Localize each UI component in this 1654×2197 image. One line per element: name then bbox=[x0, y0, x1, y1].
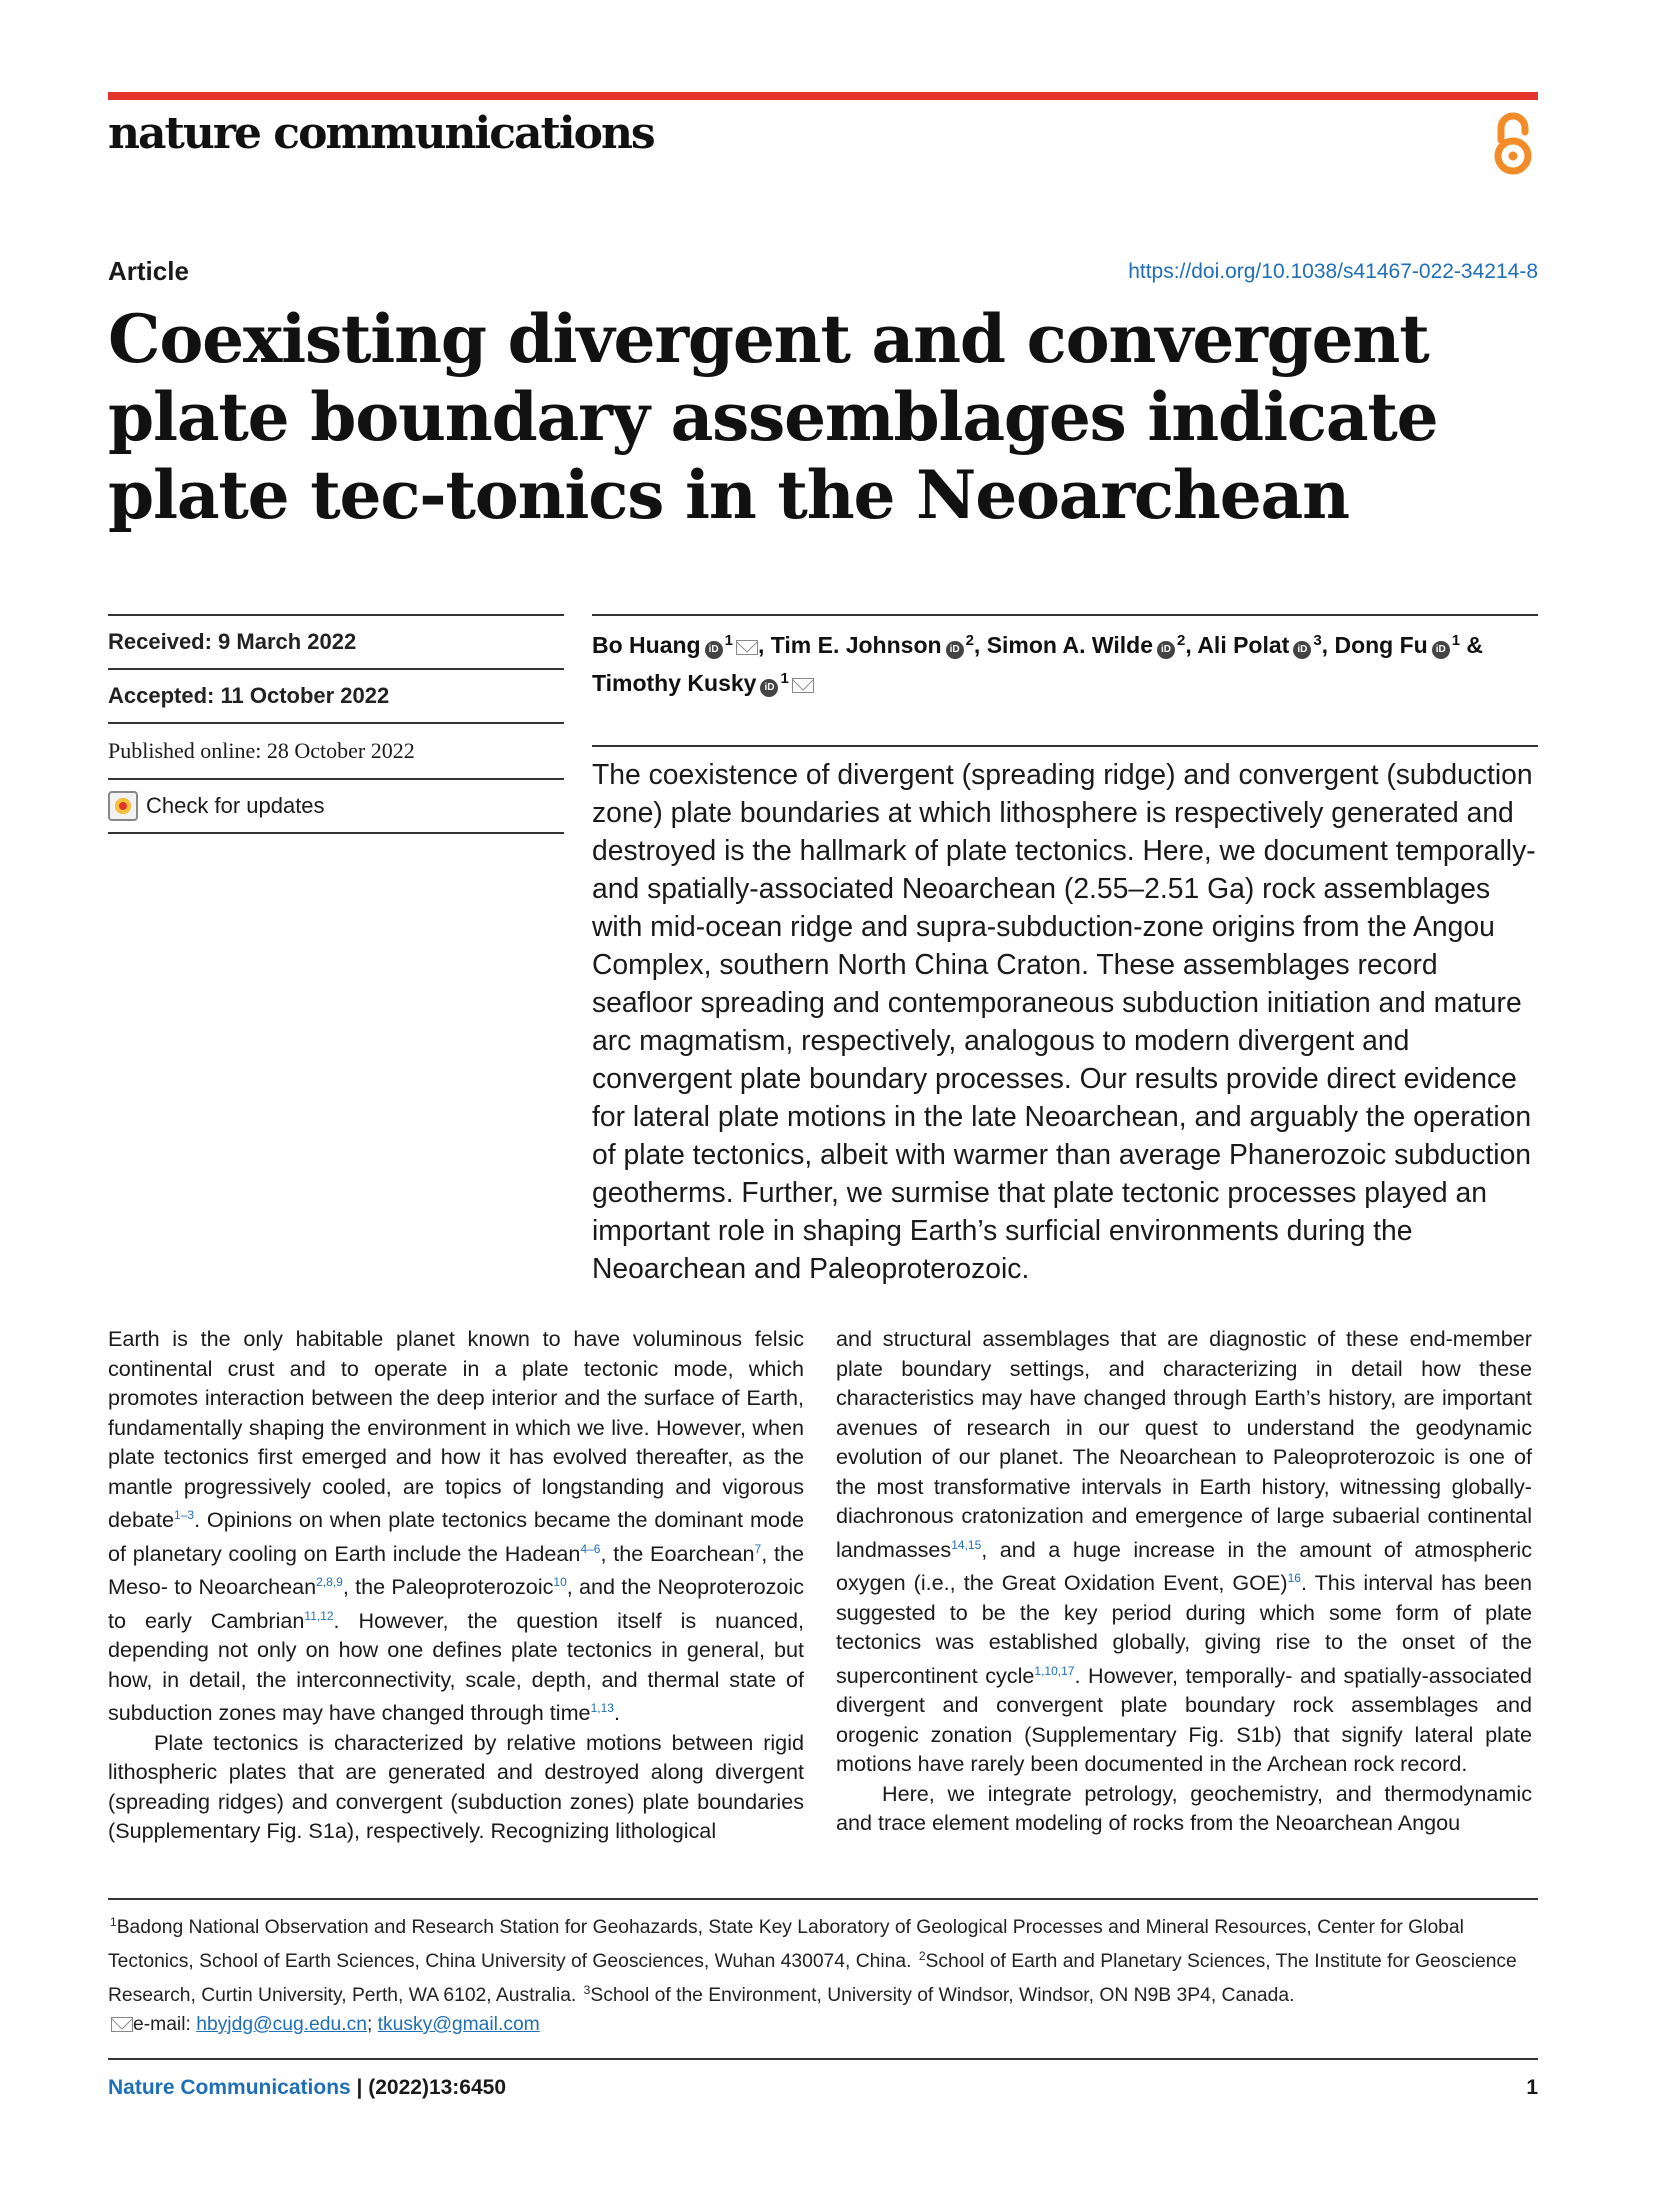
email-link-huang[interactable]: hbyjdg@cug.edu.cn bbox=[196, 2014, 367, 2035]
affiliation-2: School of Earth and Planetary Sciences, The Institute for Geoscience Research, Curtin University, Perth, WA 6102, Australia. bbox=[108, 1951, 1517, 2006]
affiliations-divider bbox=[108, 1898, 1538, 1900]
author-name[interactable]: Ali Polat bbox=[1197, 632, 1290, 658]
author-affiliation-number: 2 bbox=[965, 632, 974, 649]
author-name[interactable]: Tim E. Johnson bbox=[770, 632, 942, 658]
citation-reference[interactable]: 4–6 bbox=[580, 1541, 601, 1556]
author-name[interactable]: Timothy Kusky bbox=[592, 670, 757, 696]
accepted-date: Accepted: 11 October 2022 bbox=[108, 668, 564, 722]
footer-journal-name: Nature Communications bbox=[108, 2076, 351, 2099]
doi-link[interactable]: https://doi.org/10.1038/s41467-022-34214-8 bbox=[1128, 260, 1538, 283]
affiliation-number: 3 bbox=[583, 1983, 591, 1997]
author-separator: , bbox=[1185, 632, 1198, 658]
page-number: 1 bbox=[1526, 2076, 1538, 2099]
journal-name: nature communications bbox=[108, 108, 654, 159]
author-separator: , bbox=[1321, 632, 1335, 658]
published-date: Published online: 28 October 2022 bbox=[108, 722, 564, 778]
body-column-left bbox=[108, 1324, 804, 1846]
affiliation-3: School of the Environment, University of Windsor, Windsor, ON N9B 3P4, Canada. bbox=[590, 1985, 1295, 2006]
orcid-icon[interactable]: iD bbox=[1293, 641, 1311, 659]
check-updates-button[interactable] bbox=[108, 778, 564, 834]
author-name[interactable]: Dong Fu bbox=[1334, 632, 1428, 658]
body-paragraph: and structural assemblages that are diagnostic of these end-member plate boundary settings, and characterizing in detail how these characteristics may have changed through Earth’s history, are important avenues of research in our quest to understand the geodynamic evolution of our planet. The Neoarchean to Paleoproterozoic is one of the most transformative intervals in Earth history, witnessing globally-diachronous cratonization and emergence of large subaerial continental landmasses$^{14,15}$, and a huge increase in the amount of atmospheric oxygen (i.e., the Great Oxidation Event, GOE)$^{16}$. This interval has been suggested to be the key period during which some form of plate tectonics was established globally, giving rise to the onset of the supercontinent cycle$^{1,10,17}$. However, temporally- and spatially-associated divergent and convergent plate boundary rock assemblages and orogenic zonation (Supplementary Fig. S1b) that signify lateral plate motions have rarely been documented in the Archean rock record. bbox=[836, 1326, 1532, 1776]
citation-reference[interactable]: 1,13 bbox=[590, 1701, 614, 1715]
orcid-icon[interactable]: iD bbox=[946, 641, 964, 659]
footer-volume: | (2022)13:6450 bbox=[350, 2076, 507, 2099]
authors-divider bbox=[592, 614, 1538, 616]
author-affiliation-number: 3 bbox=[1313, 632, 1322, 649]
author-list bbox=[592, 624, 1542, 700]
body-paragraph: Earth is the only habitable planet known to have voluminous felsic continental crust and to operate in a plate tectonic mode, which promotes interaction between the deep interior and the surface of Earth, fundamentally shaping the environment in which we live. However, when plate tectonics first emerged and how it has evolved thereafter, as the mantle progressively cooled, are topics of longstanding and vigorous debate$^{1-3}$. Opinions on when plate tectonics became the dominant mode of planetary cooling on Earth include the Hadean$^{4-6}$, the Eoarchean$^7$, the Meso- to Neoarchean$^{2,8,9}$, the Paleoproterozoic$^{10}$, and the Neoproterozoic to early Cambrian$^{11,12}$. However, the question itself is nuanced, depending not only on how one defines plate tectonics in general, but how, in detail, the interconnectivity, scale, depth, and thermal state of subduction zones may have changed through time$^{1,13}$. bbox=[108, 1326, 805, 1725]
abstract-divider bbox=[592, 745, 1538, 747]
email-label: e-mail: bbox=[133, 2014, 197, 2035]
email-separator: ; bbox=[366, 2014, 378, 2035]
orcid-icon[interactable]: iD bbox=[1432, 641, 1450, 659]
author-affiliation-number: 2 bbox=[1177, 632, 1186, 649]
abstract: The coexistence of divergent (spreading ridge) and convergent (subduction zone) plate boundaries at which lithosphere is respectively generated and destroyed is the hallmark of plate tectonics. Here, we document temporally- and spatially-associated Neoarchean (2.55–2.51 Ga) rock assemblages with mid-ocean ridge and supra-subduction-zone origins from the Angou Complex, southern North China Craton. These assemblages record seafloor spreading and contemporaneous subduction initiation and mature arc magmatism, respectively, analogous to modern divergent and convergent plate boundary processes. Our results provide direct evidence for lateral plate motions in the late Neoarchean, and arguably the operation of plate tectonics, albeit with warmer than average Phanerozoic subduction geotherms. Further, we surmise that plate tectonic processes played an important role in shaping Earth’s surficial environments during the Neoarchean and Paleoproterozoic. bbox=[592, 758, 1536, 1284]
author-separator: , bbox=[973, 632, 987, 658]
corresponding-email-icon[interactable] bbox=[736, 640, 758, 655]
body-column-right bbox=[836, 1324, 1532, 1838]
orcid-icon[interactable]: iD bbox=[760, 679, 778, 697]
citation-reference[interactable]: 10 bbox=[553, 1575, 567, 1589]
article-type-label: Article bbox=[108, 256, 189, 286]
check-updates-icon bbox=[108, 791, 138, 821]
citation-reference[interactable]: 11,12 bbox=[304, 1608, 334, 1623]
citation-reference[interactable]: 7 bbox=[754, 1541, 762, 1556]
received-date: Received: 9 March 2022 bbox=[108, 614, 564, 668]
citation-reference[interactable]: 14,15 bbox=[951, 1537, 982, 1552]
check-updates-label: Check for updates bbox=[146, 793, 325, 818]
affiliations bbox=[108, 1908, 1538, 2039]
orcid-icon[interactable]: iD bbox=[705, 641, 723, 659]
footer-divider bbox=[108, 2058, 1538, 2060]
article-title: Coexisting divergent and convergent plate boundary assemblages indicate plate tec-tonics in the Neoarchean bbox=[108, 300, 1438, 534]
author-affiliation-number: 1 bbox=[780, 670, 789, 687]
citation-reference[interactable]: 16 bbox=[1287, 1571, 1301, 1585]
body-paragraph: Plate tectonics is characterized by relative motions between rigid lithospheric plates that are generated and destroyed along divergent (spreading ridges) and convergent (subduction zones) plate boundaries (Supplementary Fig. S1a), respectively. Recognizing lithological bbox=[108, 1729, 804, 1843]
body-paragraph: Here, we integrate petrology, geochemistry, and thermodynamic and trace element modeling of rocks from the Neoarchean Angou bbox=[836, 1780, 1532, 1835]
citation-reference[interactable]: 1–3 bbox=[174, 1508, 195, 1522]
orcid-icon[interactable]: iD bbox=[1157, 641, 1175, 659]
author-separator: , bbox=[757, 632, 771, 658]
email-link-kusky[interactable]: tkusky@gmail.com bbox=[377, 2014, 540, 2035]
header-red-bar bbox=[108, 92, 1538, 100]
affiliation-number: 2 bbox=[918, 1949, 926, 1963]
author-name[interactable]: Simon A. Wilde bbox=[986, 632, 1154, 658]
author-affiliation-number: 1 bbox=[1451, 632, 1461, 649]
affiliation-1: Badong National Observation and Research Station for Geohazards, State Key Laboratory of Geological Processes and Mineral Resources, Center for Global Tectonics, School of Earth Sciences, China University of Geosciences, Wuhan 430074, China. bbox=[108, 1917, 1464, 1972]
author-separator: & bbox=[1460, 632, 1484, 658]
affiliation-number: 1 bbox=[110, 1915, 117, 1929]
footer-citation bbox=[108, 2076, 506, 2100]
author-affiliation-number: 1 bbox=[724, 632, 733, 649]
citation-reference[interactable]: 1,10,17 bbox=[1034, 1663, 1075, 1678]
author-name[interactable]: Bo Huang bbox=[592, 632, 701, 658]
corresponding-email-icon[interactable] bbox=[792, 678, 814, 693]
open-access-icon bbox=[1488, 110, 1538, 178]
article-meta bbox=[108, 614, 564, 834]
citation-reference[interactable]: 2,8,9 bbox=[316, 1575, 343, 1589]
email-icon bbox=[111, 2017, 133, 2032]
